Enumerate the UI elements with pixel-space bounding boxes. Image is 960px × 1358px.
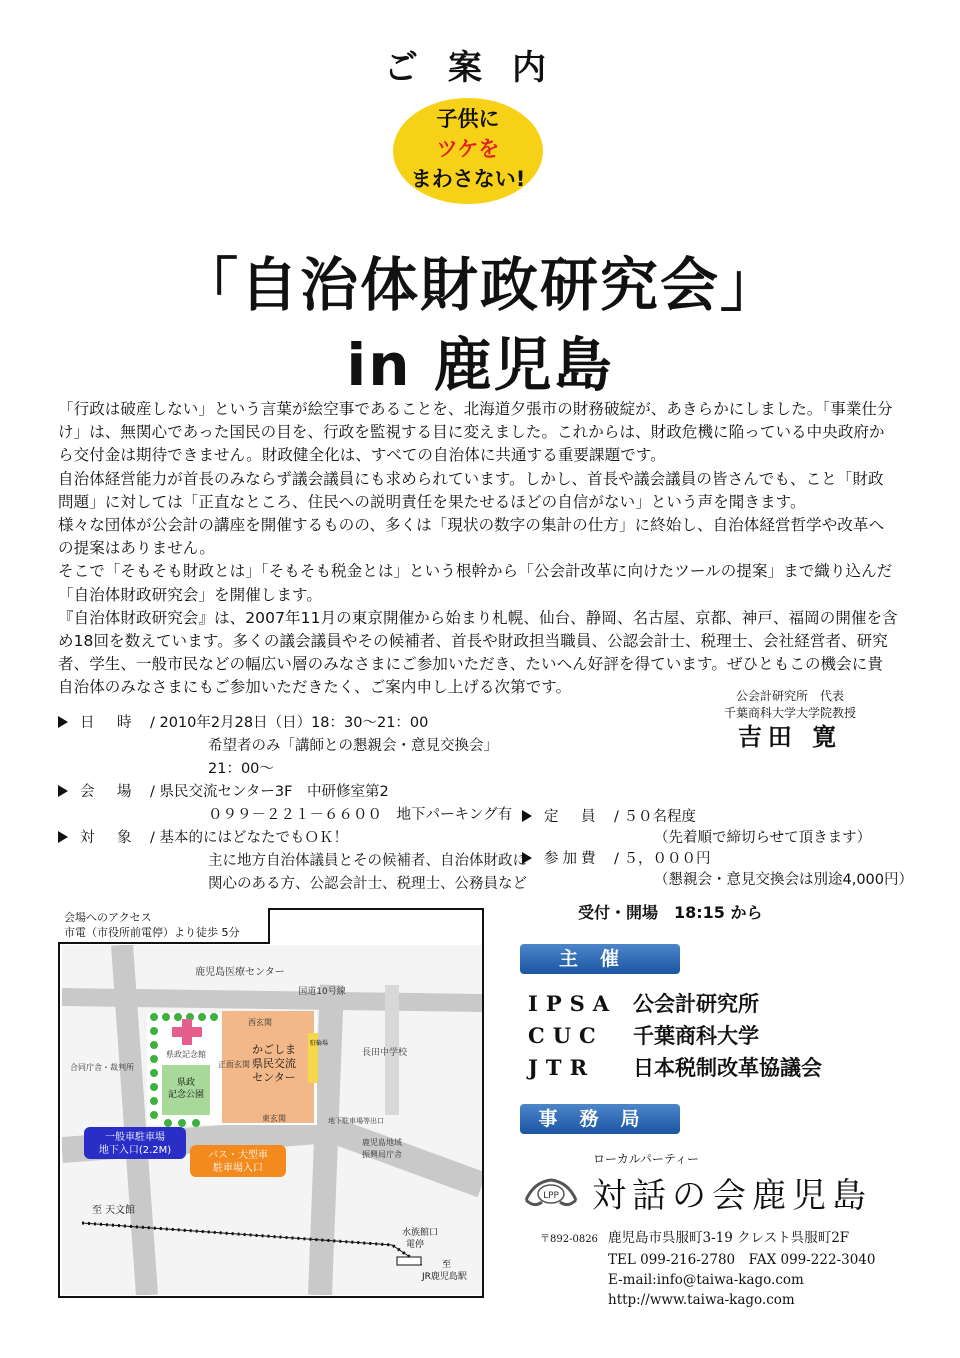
fee-label: 参加費 xyxy=(544,851,600,867)
triangle-bullet-icon xyxy=(522,810,532,822)
label-parking1: 一般車駐車場 xyxy=(105,1132,165,1143)
event-details xyxy=(58,712,528,896)
intro-text xyxy=(58,398,898,700)
zip-code: 〒892-0826 xyxy=(540,1234,598,1245)
date-value: / 2010年2月28日（日）18：30〜21：00 xyxy=(150,715,429,731)
address: 鹿児島市呉服町3-19 クレスト呉服町2F xyxy=(608,1230,850,1246)
org-name: 対話の会鹿児島 xyxy=(592,1176,872,1216)
intro-paragraph: そこで「そもそも財政とは」「そもそも税金とは」という根幹から「公会計改革に向けたツールの提案」まで織り込んだ「自治体財政研究会」を開催します。 xyxy=(58,562,893,604)
label-bus1: バス・大型車 xyxy=(208,1150,268,1161)
label-suizokukan2: 電停 xyxy=(406,1240,425,1250)
intro-paragraph: 「行政は破産しない」という言葉が絵空事であることを、北海道夕張市の財務破綻が、あきらかにしました。「事業仕分け」は、無関心であった国民の目を、行政を監視する目に変えました。これからは、財政危機に陥っている中央政府から交付金は期待できません。財政健全化は、すべての自治体に共通する重要課題です。 xyxy=(58,400,893,465)
label-route10: 国道10号線 xyxy=(298,987,346,997)
triangle-bullet-icon xyxy=(522,852,532,864)
intro-paragraph: 自治体経営能力が首長のみならず議会議員にも求められています。しかし、首長や議会議員の皆さんでも、こと「財政問題」に対しては「正直なところ、住民への説明責任を果たせるほどの自信がない」という声を聞きます。 xyxy=(58,469,884,511)
intro-paragraph: 様々な団体が公会計の講座を開催するものの、多くは「現状の数字の集計の仕方」に終始し、自治体経営哲学や改革への提案はありません。 xyxy=(58,516,885,558)
capacity-note: （先着順で締切らせて頂きます） xyxy=(654,830,872,846)
lpp-logo-icon xyxy=(522,1172,580,1212)
triangle-bullet-icon xyxy=(58,831,68,843)
triangle-bullet-icon xyxy=(58,785,68,797)
label-center3: センター xyxy=(252,1071,296,1084)
reception-time: 受付・開場 18:15 から xyxy=(578,903,763,922)
event-subtitle: in 鹿児島 xyxy=(346,331,614,399)
email[interactable]: E-mail:info@taiwa-kago.com xyxy=(608,1272,804,1288)
date-label: 日 時 xyxy=(80,715,136,731)
host-name: 千葉商科大学 xyxy=(633,1023,759,1048)
intro-paragraph: 『自治体財政研究会』は、2007年11月の東京開催から始まり札幌、仙台、静岡、名古屋、京都、神戸、福岡の開催を含め18回を数えています。多くの議会議員やその候補者、首長や財政担当職員、公認会計士、税理士、会社経営者、研究者、学生、一般市民などの幅広い層のみなさまにご参加いただき、たいへん好評を得ています。ぜひともこの機会に貴自治体のみなさまにもご参加いただきたく、ご案内申し上げる次第です。 xyxy=(58,608,898,697)
event-details-right xyxy=(522,806,942,890)
host-org-row xyxy=(528,988,759,1018)
signature-name: 吉田 寛 xyxy=(737,722,843,751)
host-title-bar: 主催 xyxy=(520,944,680,974)
label-bicycle-parking: 駐輪場 xyxy=(310,1040,329,1047)
contact-info xyxy=(540,1228,876,1310)
signature-affiliation: 千葉商科大学大学院教授 xyxy=(723,706,856,720)
capacity-value: / ５０名程度 xyxy=(614,809,696,825)
label-suizokukan1: 水族館口 xyxy=(402,1228,439,1238)
phone-fax: TEL 099-216-2780 FAX 099-222-3040 xyxy=(608,1252,876,1268)
label-nagata: 長田中学校 xyxy=(362,1048,408,1058)
access-map xyxy=(62,945,482,1295)
venue-value: / 県民交流センター3F 中研修室第2 xyxy=(150,784,389,800)
host-org-row xyxy=(528,1052,822,1082)
host-name: 公会計研究所 xyxy=(633,991,759,1016)
label-bus2: 駐車場入口 xyxy=(213,1163,263,1174)
slogan-badge xyxy=(393,98,543,204)
fee-note: （懇親会・意見交換会は別途4,000円） xyxy=(654,872,914,888)
access-detail: 市電（市役所前電停）より徒歩 5分 xyxy=(64,926,240,939)
host-org-row xyxy=(528,1020,759,1050)
event-title: 「自治体財政研究会」 xyxy=(179,251,780,319)
access-title: 会場へのアクセス xyxy=(64,911,152,924)
label-tenmonkan: 至 天文館 xyxy=(92,1205,136,1216)
target-note: 主に地方自治体議員とその候補者、自治体財政に xyxy=(208,853,527,869)
label-godo: 合同庁舎・裁判所 xyxy=(70,1063,134,1072)
label-jr2: JR鹿児島駅 xyxy=(422,1272,467,1282)
venue-note: ０９９－２２１－６６００ 地下パーキング有 xyxy=(208,807,513,823)
access-note xyxy=(58,908,270,944)
label-kensei-park1: 県政 xyxy=(176,1078,196,1088)
label-office1: 鹿児島地域 xyxy=(362,1138,402,1147)
signature xyxy=(700,688,880,751)
label-office2: 振興局庁舎 xyxy=(362,1150,402,1159)
capacity-label: 定 員 xyxy=(544,809,600,825)
office-title-bar: 事務局 xyxy=(520,1104,680,1134)
lpp-logo-text: LPP xyxy=(543,1191,559,1201)
signature-title: 公会計研究所 代表 xyxy=(735,689,844,703)
target-label: 対 象 xyxy=(80,830,136,846)
label-medical-center: 鹿児島医療センター xyxy=(195,967,285,978)
badge-line2: ツケを xyxy=(436,137,500,161)
badge-line3: まわさない! xyxy=(410,167,526,191)
date-note: 希望者のみ「講師との懇親会・意見交換会」21：00〜 xyxy=(208,738,498,777)
badge-line1: 子供に xyxy=(436,107,500,131)
venue-label: 会 場 xyxy=(80,784,136,800)
website-url[interactable]: http://www.taiwa-kago.com xyxy=(608,1292,795,1308)
host-code: CUC xyxy=(528,1023,604,1048)
triangle-bullet-icon xyxy=(58,716,68,728)
local-party-label: ローカルパーティー xyxy=(593,1152,699,1166)
label-main-gate: 正面玄関 xyxy=(218,1060,250,1069)
label-center2: 県民交流 xyxy=(252,1057,296,1070)
host-code: IPSA xyxy=(528,991,618,1016)
host-code: JTR xyxy=(528,1055,596,1080)
fee-value: / ５，０００円 xyxy=(614,851,711,867)
label-east-gate: 東玄関 xyxy=(262,1114,286,1123)
host-name: 日本税制改革協議会 xyxy=(633,1055,822,1080)
label-kensei-park2: 記念公園 xyxy=(167,1090,205,1100)
annai-heading: ご案内 xyxy=(384,48,576,88)
target-value: / 基本的にはどなたでもＯＫ！ xyxy=(150,830,348,846)
label-west-gate: 西玄関 xyxy=(248,1018,272,1027)
label-center1: かごしま xyxy=(252,1043,296,1056)
label-parking2: 地下入口(2.2M) xyxy=(98,1145,172,1156)
label-jr1: 至 xyxy=(442,1260,452,1270)
label-kenseikinenkan: 県政記念館 xyxy=(166,1050,206,1059)
label-underground-exit: 地下駐車場等出口 xyxy=(328,1117,384,1125)
target-note: 関心のある方、公認会計士、税理士、公務員など xyxy=(208,876,527,892)
